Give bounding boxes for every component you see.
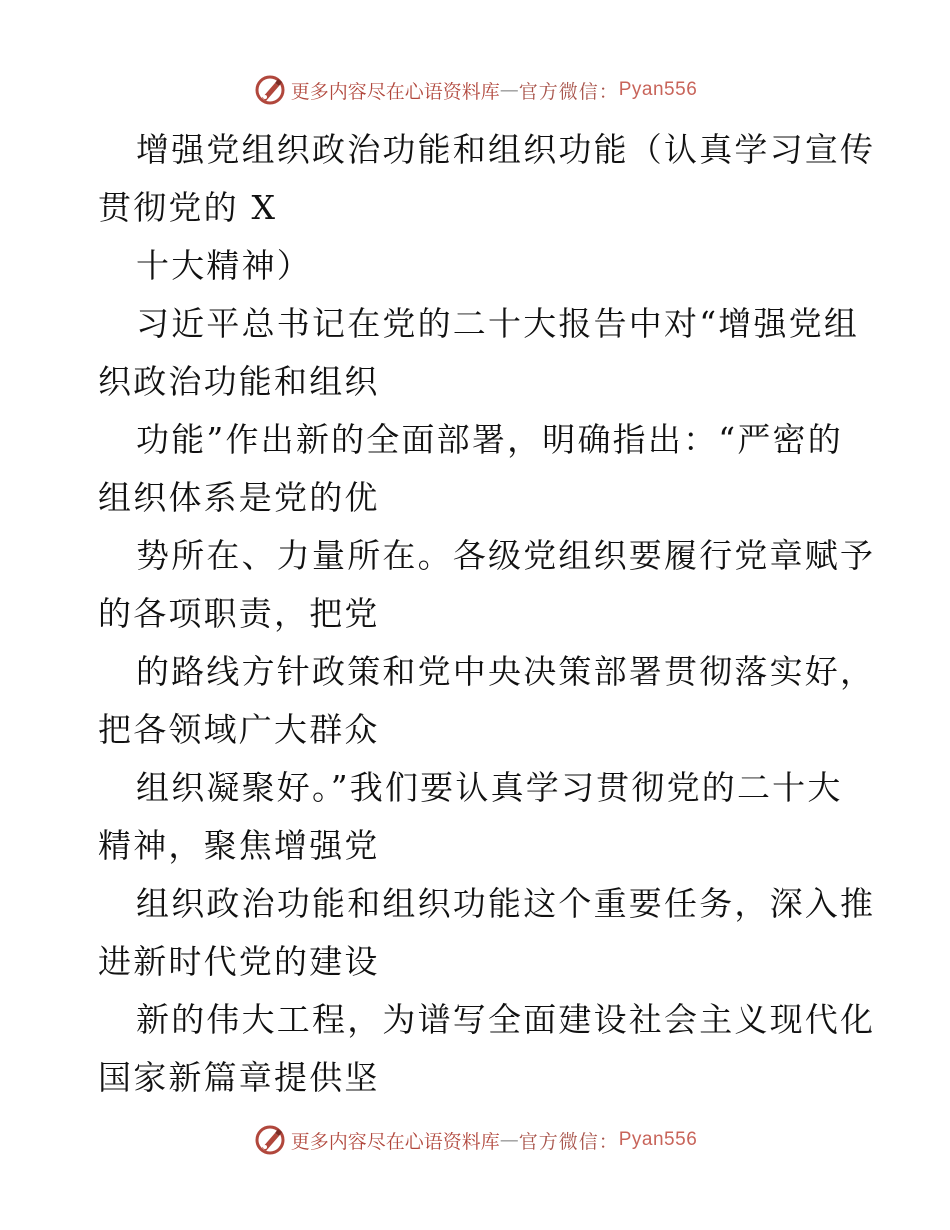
banner-official-label: 官方微信：: [518, 80, 619, 103]
pen-logo-icon: [253, 73, 287, 107]
footer-watermark-banner: [0, 1120, 950, 1160]
banner-dash: —: [499, 79, 519, 101]
text-line: 进新时代党的建设: [98, 942, 380, 981]
text-line: 功能”作出新的全面部署，明确指出：“严密的: [136, 420, 843, 459]
banner-wechat-id: Pyan556: [618, 1129, 698, 1150]
text-line: 贯彻党的 X: [98, 188, 278, 227]
banner-wechat-id: Pyan556: [618, 79, 698, 100]
text-line: 织政治功能和组织: [98, 362, 380, 401]
banner-site-text: 更多内容尽在心语资料库: [290, 1130, 500, 1153]
banner-official-label: 官方微信：: [518, 1130, 619, 1153]
text-line: 组织政治功能和组织功能这个重要任务，深入推: [136, 884, 876, 923]
text-line: 组织体系是党的优: [98, 478, 380, 517]
document-body: [98, 121, 876, 1107]
banner-site-text: 更多内容尽在心语资料库: [290, 80, 500, 103]
text-line: 增强党组织政治功能和组织功能（认真学习宣传: [136, 130, 876, 169]
text-line: 的各项职责，把党: [98, 594, 380, 633]
text-line: 十大精神）: [136, 246, 312, 285]
text-line: 的路线方针政策和党中央决策部署贯彻落实好，: [136, 652, 876, 691]
text-line: 把各领域广大群众: [98, 710, 380, 749]
text-line: 势所在、力量所在。各级党组织要履行党章赋予: [136, 536, 876, 575]
header-watermark-banner: [0, 70, 950, 110]
text-line: 新的伟大工程，为谱写全面建设社会主义现代化: [136, 1000, 876, 1039]
pen-logo-icon: [253, 1123, 287, 1157]
text-line: 组织凝聚好。”我们要认真学习贯彻党的二十大: [136, 768, 843, 807]
text-line: 习近平总书记在党的二十大报告中对“增强党组: [136, 304, 860, 343]
text-line: 国家新篇章提供坚: [98, 1058, 380, 1097]
text-line: 精神，聚焦增强党: [98, 826, 380, 865]
banner-dash: —: [499, 1129, 519, 1151]
